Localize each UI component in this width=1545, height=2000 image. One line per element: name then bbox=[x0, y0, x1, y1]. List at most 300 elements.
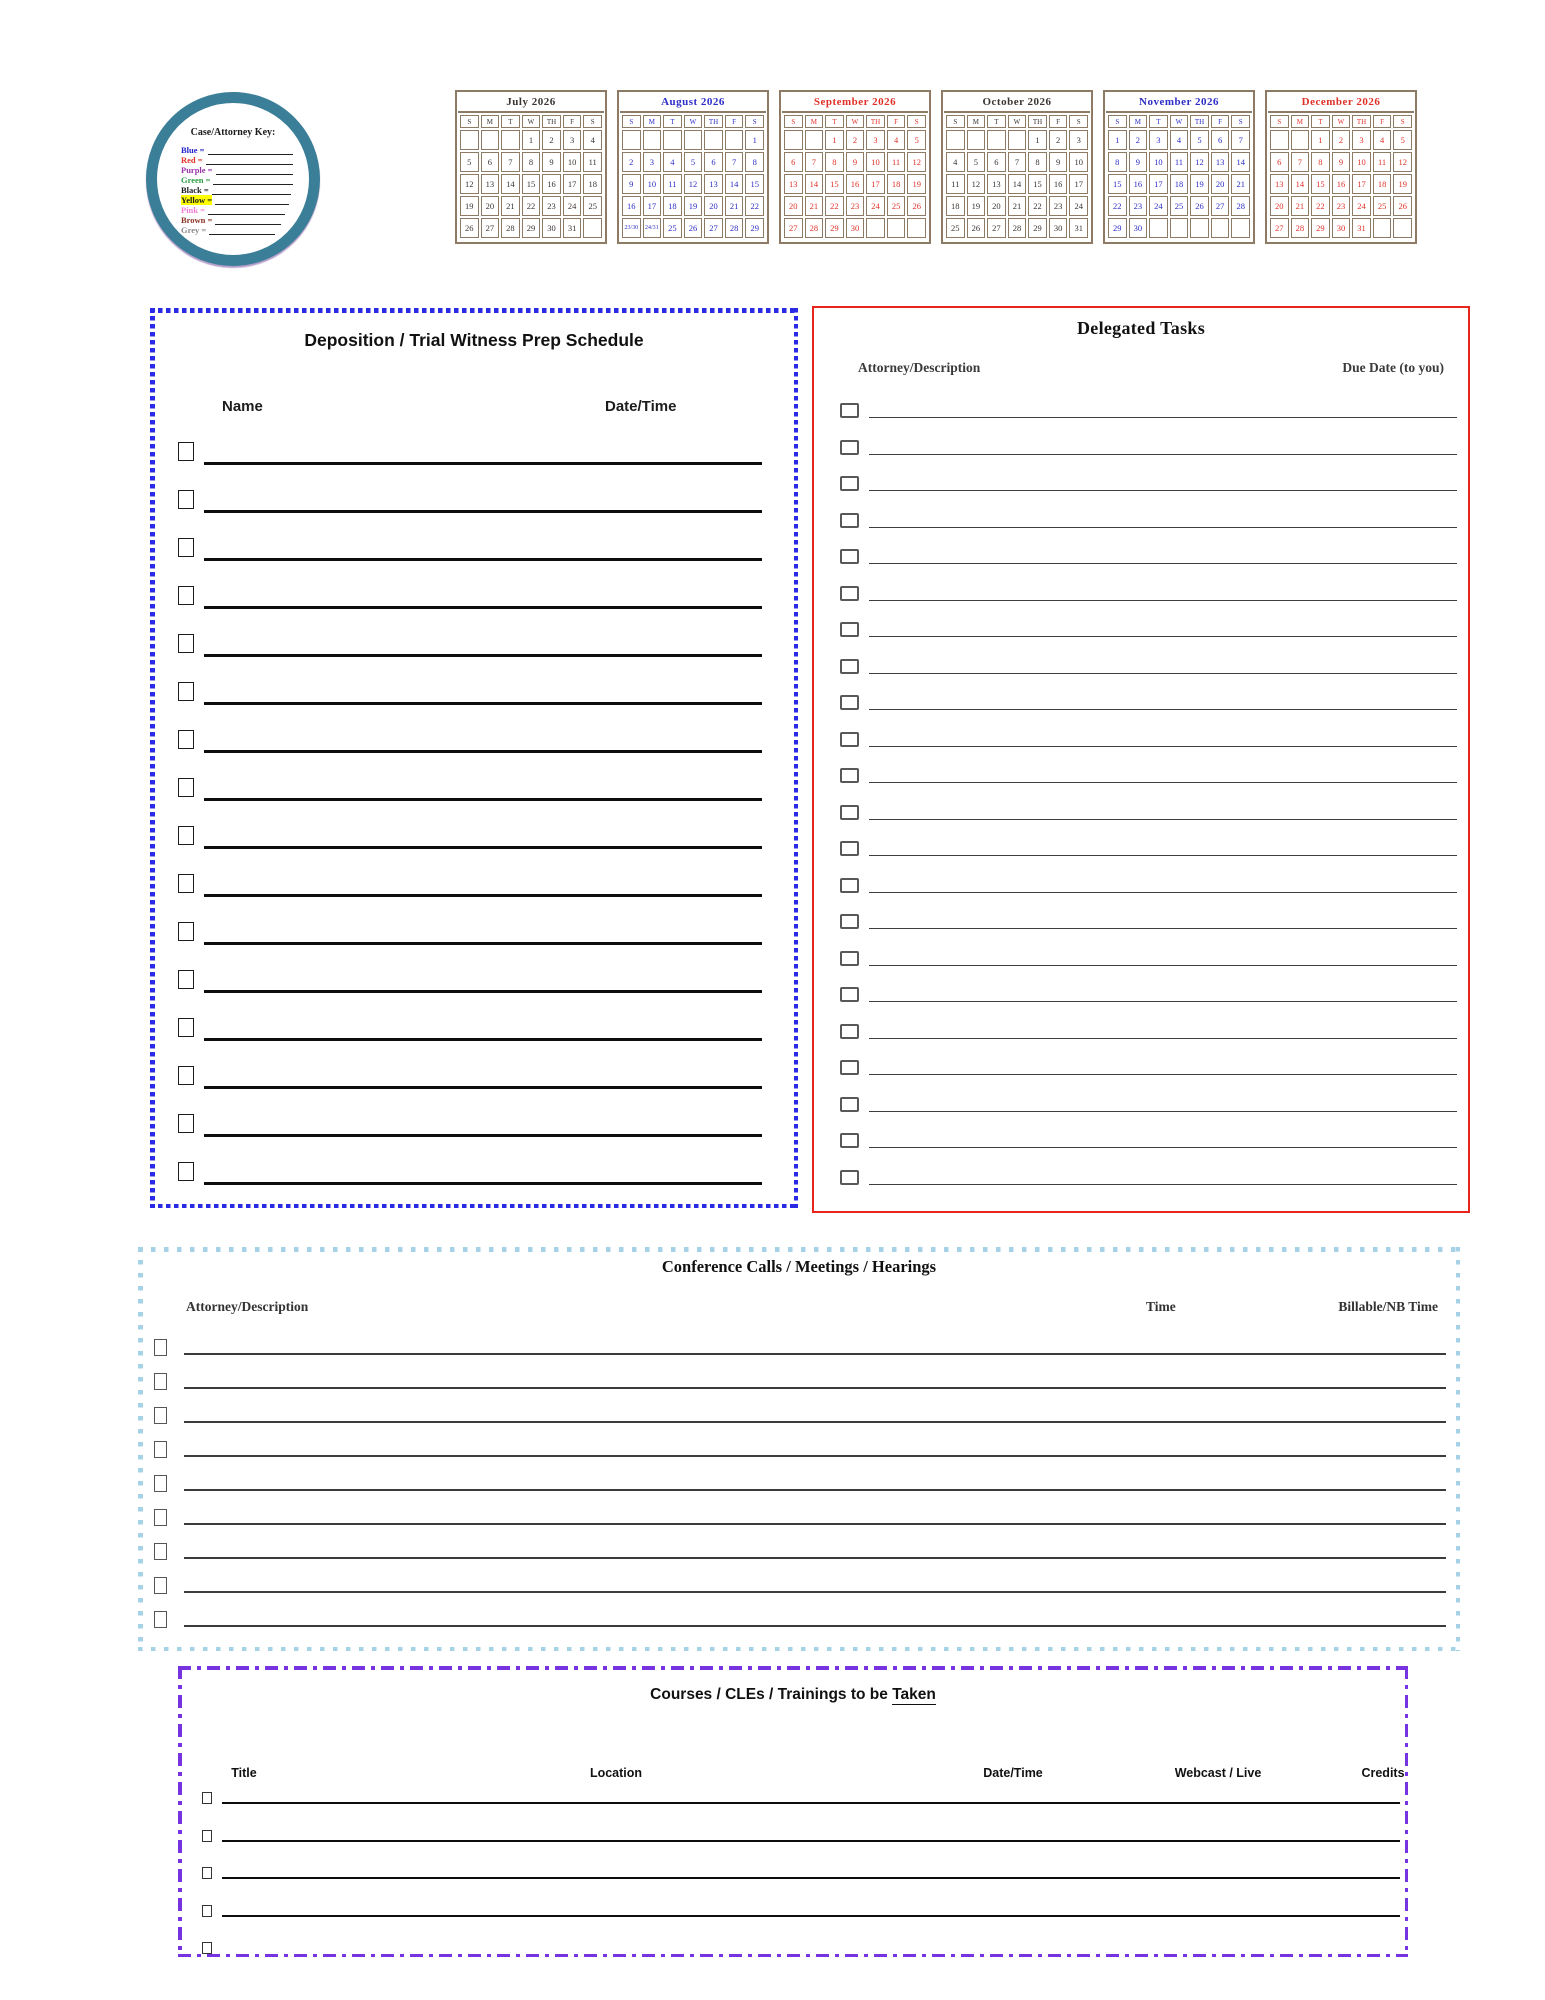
calendar-day-cell: 9 bbox=[846, 152, 865, 172]
course-row-list bbox=[178, 1792, 1408, 1980]
calendar-day-cell: 29 bbox=[1108, 218, 1127, 238]
calendar-day-cell: 6 bbox=[481, 152, 500, 172]
checkbox[interactable] bbox=[840, 659, 859, 674]
calendar-day-header-cell: S bbox=[1108, 115, 1127, 128]
calendar-day-header-cell: TH bbox=[1028, 115, 1047, 128]
key-write-line bbox=[206, 157, 293, 165]
calendar-day-header-row bbox=[784, 115, 926, 128]
calendar-day-cell: 19 bbox=[460, 196, 479, 216]
calendar-day-cell: 12 bbox=[684, 174, 703, 194]
calendar-day-cell: 20 bbox=[1211, 174, 1230, 194]
key-color-label: Brown = bbox=[181, 215, 213, 225]
checkbox[interactable] bbox=[840, 513, 859, 528]
calendar-week-row bbox=[622, 152, 764, 172]
calendar-day-cell: 3 bbox=[1352, 130, 1371, 150]
calendar-day-cell: 18 bbox=[663, 196, 682, 216]
write-in-line bbox=[184, 1455, 1446, 1457]
calendar-day-cell: 5 bbox=[684, 152, 703, 172]
meeting-row bbox=[138, 1407, 1460, 1441]
key-write-line bbox=[216, 167, 293, 175]
checkbox[interactable] bbox=[840, 1097, 859, 1112]
write-in-line bbox=[204, 462, 762, 465]
calendar-day-cell: 21 bbox=[501, 196, 520, 216]
calendar-day-header-cell: M bbox=[1291, 115, 1310, 128]
calendar-day-cell: 22 bbox=[1311, 196, 1330, 216]
calendar-day-cell: 2 bbox=[1129, 130, 1148, 150]
meeting-row bbox=[138, 1509, 1460, 1543]
task-row bbox=[814, 549, 1468, 586]
calendar-grid bbox=[782, 113, 928, 240]
calendar-day-cell: 26 bbox=[460, 218, 479, 238]
calendar-day-cell bbox=[725, 130, 744, 150]
checkbox[interactable] bbox=[840, 732, 859, 747]
calendar-day-cell: 1 bbox=[745, 130, 764, 150]
course-column-header: Date/Time bbox=[983, 1766, 1043, 1780]
checkbox[interactable] bbox=[202, 1942, 212, 1954]
calendar-day-cell: 30 bbox=[542, 218, 561, 238]
write-in-line bbox=[184, 1489, 1446, 1491]
calendar-month-title: December 2026 bbox=[1268, 92, 1414, 113]
checkbox[interactable] bbox=[154, 1509, 167, 1526]
key-write-line bbox=[215, 217, 281, 225]
border-top bbox=[178, 1666, 1408, 1670]
checkbox[interactable] bbox=[178, 538, 194, 557]
mini-calendar bbox=[1103, 90, 1255, 244]
calendar-day-cell: 10 bbox=[1069, 152, 1088, 172]
calendar-day-cell: 16 bbox=[1129, 174, 1148, 194]
checkbox[interactable] bbox=[154, 1407, 167, 1424]
calendar-day-cell bbox=[1270, 130, 1289, 150]
calendar-day-cell: 24/31 bbox=[643, 218, 662, 238]
checkbox[interactable] bbox=[202, 1905, 212, 1917]
write-in-line bbox=[222, 1877, 1400, 1879]
calendar-day-cell: 24 bbox=[866, 196, 885, 216]
calendar-day-cell: 7 bbox=[1008, 152, 1027, 172]
write-in-line bbox=[204, 510, 762, 513]
mini-calendar bbox=[779, 90, 931, 244]
checkbox[interactable] bbox=[840, 476, 859, 491]
checkbox[interactable] bbox=[178, 778, 194, 797]
key-color-label: Yellow = bbox=[181, 195, 213, 205]
calendar-day-cell: 15 bbox=[1028, 174, 1047, 194]
calendar-day-cell: 29 bbox=[522, 218, 541, 238]
calendar-day-cell: 2 bbox=[1332, 130, 1351, 150]
checkbox[interactable] bbox=[840, 1133, 859, 1148]
calendar-day-cell: 23 bbox=[1049, 196, 1068, 216]
calendar-week-row bbox=[460, 196, 602, 216]
witness-row bbox=[150, 490, 798, 538]
write-in-line bbox=[204, 654, 762, 657]
calendar-week-row bbox=[946, 174, 1088, 194]
write-in-line bbox=[204, 1086, 762, 1089]
key-write-line bbox=[208, 147, 294, 155]
calendar-day-cell: 30 bbox=[846, 218, 865, 238]
key-write-line bbox=[209, 227, 275, 235]
checkbox[interactable] bbox=[840, 549, 859, 564]
calendar-day-header-cell: T bbox=[663, 115, 682, 128]
calendar-day-cell: 6 bbox=[704, 152, 723, 172]
checkbox[interactable] bbox=[840, 951, 859, 966]
write-in-line bbox=[869, 527, 1457, 528]
key-item bbox=[181, 205, 285, 215]
calendar-week-row bbox=[946, 130, 1088, 150]
checkbox[interactable] bbox=[840, 586, 859, 601]
meeting-row bbox=[138, 1475, 1460, 1509]
checkbox[interactable] bbox=[154, 1577, 167, 1594]
calendar-day-cell: 11 bbox=[663, 174, 682, 194]
calendar-day-cell: 1 bbox=[522, 130, 541, 150]
task-row bbox=[814, 476, 1468, 513]
column-header-due-date: Due Date (to you) bbox=[1342, 360, 1444, 375]
checkbox[interactable] bbox=[840, 695, 859, 710]
calendar-week-row bbox=[622, 174, 764, 194]
checkbox[interactable] bbox=[178, 826, 194, 845]
calendar-day-cell: 24 bbox=[563, 196, 582, 216]
calendar-day-cell: 5 bbox=[907, 130, 926, 150]
calendar-day-cell bbox=[1393, 218, 1412, 238]
checkbox[interactable] bbox=[154, 1543, 167, 1560]
calendar-day-cell: 30 bbox=[1129, 218, 1148, 238]
calendar-day-cell: 27 bbox=[987, 218, 1006, 238]
calendar-month-title: November 2026 bbox=[1106, 92, 1252, 113]
calendar-day-header-cell: T bbox=[1149, 115, 1168, 128]
calendar-day-cell: 3 bbox=[1149, 130, 1168, 150]
witness-row bbox=[150, 1114, 798, 1162]
underlined-word: Taken bbox=[892, 1686, 936, 1703]
checkbox[interactable] bbox=[840, 1024, 859, 1039]
calendar-day-cell: 21 bbox=[725, 196, 744, 216]
checkbox[interactable] bbox=[202, 1867, 212, 1879]
witness-row bbox=[150, 1066, 798, 1114]
checkbox[interactable] bbox=[154, 1475, 167, 1492]
course-row bbox=[178, 1905, 1408, 1943]
calendar-day-cell: 9 bbox=[1049, 152, 1068, 172]
checkbox[interactable] bbox=[840, 768, 859, 783]
write-in-line bbox=[869, 454, 1457, 455]
calendar-day-header-cell: W bbox=[684, 115, 703, 128]
task-row bbox=[814, 1060, 1468, 1097]
calendar-day-cell: 7 bbox=[805, 152, 824, 172]
task-row bbox=[814, 805, 1468, 842]
calendar-week-row bbox=[622, 218, 764, 238]
calendar-day-cell: 22 bbox=[1108, 196, 1127, 216]
calendar-day-cell: 19 bbox=[907, 174, 926, 194]
calendar-day-cell: 23/30 bbox=[622, 218, 641, 238]
witness-row bbox=[150, 826, 798, 874]
witness-row bbox=[150, 778, 798, 826]
calendar-day-cell: 11 bbox=[583, 152, 602, 172]
calendar-day-cell: 27 bbox=[1270, 218, 1289, 238]
calendar-day-cell: 16 bbox=[1049, 174, 1068, 194]
calendar-day-cell: 4 bbox=[887, 130, 906, 150]
key-item bbox=[181, 225, 275, 235]
calendar-day-header-cell: S bbox=[622, 115, 641, 128]
calendar-week-row bbox=[784, 196, 926, 216]
calendar-day-cell: 15 bbox=[745, 174, 764, 194]
checkbox[interactable] bbox=[178, 1162, 194, 1181]
calendar-day-cell: 20 bbox=[704, 196, 723, 216]
calendar-day-cell bbox=[1291, 130, 1310, 150]
write-in-line bbox=[869, 673, 1457, 674]
checkbox[interactable] bbox=[202, 1830, 212, 1842]
checkbox[interactable] bbox=[840, 1060, 859, 1075]
calendar-day-cell: 8 bbox=[825, 152, 844, 172]
task-row bbox=[814, 586, 1468, 623]
checkbox[interactable] bbox=[840, 1170, 859, 1185]
course-column-header: Location bbox=[589, 1766, 643, 1780]
witness-row bbox=[150, 634, 798, 682]
calendar-day-header-cell: T bbox=[825, 115, 844, 128]
calendar-day-cell: 7 bbox=[1231, 130, 1250, 150]
calendar-day-cell bbox=[967, 130, 986, 150]
checkbox[interactable] bbox=[178, 730, 194, 749]
calendar-day-header-cell: TH bbox=[704, 115, 723, 128]
task-row bbox=[814, 987, 1468, 1024]
calendar-day-cell: 14 bbox=[1291, 174, 1310, 194]
calendar-week-row bbox=[622, 130, 764, 150]
calendar-day-cell: 1 bbox=[1028, 130, 1047, 150]
column-header-attorney-description: Attorney/Description bbox=[858, 360, 981, 375]
checkbox[interactable] bbox=[178, 1114, 194, 1133]
calendar-day-header-cell: T bbox=[501, 115, 520, 128]
meeting-row bbox=[138, 1441, 1460, 1475]
calendar-day-header-cell: F bbox=[725, 115, 744, 128]
calendar-day-cell bbox=[481, 130, 500, 150]
checkbox[interactable] bbox=[178, 922, 194, 941]
write-in-line bbox=[204, 558, 762, 561]
calendar-day-cell: 15 bbox=[1108, 174, 1127, 194]
key-write-line bbox=[212, 187, 291, 195]
task-row bbox=[814, 732, 1468, 769]
key-write-line bbox=[213, 177, 293, 185]
calendar-day-cell: 15 bbox=[1311, 174, 1330, 194]
calendar-day-cell: 27 bbox=[1211, 196, 1230, 216]
calendar-week-row bbox=[784, 152, 926, 172]
key-color-label: Red = bbox=[181, 155, 203, 165]
checkbox[interactable] bbox=[178, 970, 194, 989]
calendar-day-cell: 22 bbox=[522, 196, 541, 216]
calendar-day-cell: 12 bbox=[1190, 152, 1209, 172]
calendar-day-cell: 12 bbox=[907, 152, 926, 172]
case-attorney-key bbox=[146, 92, 320, 266]
calendar-week-row bbox=[946, 152, 1088, 172]
task-row bbox=[814, 695, 1468, 732]
write-in-line bbox=[869, 709, 1457, 710]
calendar-day-cell: 1 bbox=[1108, 130, 1127, 150]
calendar-day-cell: 2 bbox=[622, 152, 641, 172]
calendar-day-header-cell: F bbox=[1373, 115, 1392, 128]
column-header-datetime: Date/Time bbox=[605, 398, 677, 415]
calendar-grid bbox=[458, 113, 604, 240]
course-row bbox=[178, 1942, 1408, 1980]
write-in-line bbox=[204, 798, 762, 801]
section-title: Delegated Tasks bbox=[1076, 318, 1206, 338]
mini-calendar bbox=[941, 90, 1093, 244]
calendar-day-cell: 16 bbox=[846, 174, 865, 194]
checkbox[interactable] bbox=[840, 878, 859, 893]
calendar-day-cell: 24 bbox=[1149, 196, 1168, 216]
task-row bbox=[814, 768, 1468, 805]
calendar-day-cell: 8 bbox=[1311, 152, 1330, 172]
calendar-day-cell: 27 bbox=[784, 218, 803, 238]
mini-calendar bbox=[455, 90, 607, 244]
calendar-day-cell: 3 bbox=[866, 130, 885, 150]
checkbox[interactable] bbox=[178, 1018, 194, 1037]
checkbox[interactable] bbox=[178, 634, 194, 653]
key-color-label: Black = bbox=[181, 185, 209, 195]
write-in-line bbox=[184, 1353, 1446, 1355]
checkbox[interactable] bbox=[178, 682, 194, 701]
calendar-day-cell: 14 bbox=[1231, 152, 1250, 172]
calendar-day-cell bbox=[460, 130, 479, 150]
calendar-day-cell: 10 bbox=[643, 174, 662, 194]
key-color-label: Grey = bbox=[181, 225, 207, 235]
key-item bbox=[181, 215, 281, 225]
calendar-day-cell: 19 bbox=[1393, 174, 1412, 194]
calendar-grid bbox=[1268, 113, 1414, 240]
witness-row bbox=[150, 874, 798, 922]
column-header-name: Name bbox=[222, 398, 263, 415]
calendar-day-cell bbox=[684, 130, 703, 150]
calendar-day-header-cell: W bbox=[1332, 115, 1351, 128]
calendar-day-cell: 14 bbox=[805, 174, 824, 194]
checkbox[interactable] bbox=[840, 403, 859, 418]
witness-row bbox=[150, 730, 798, 778]
calendar-week-row bbox=[1270, 218, 1412, 238]
course-column-header: Title bbox=[231, 1766, 257, 1780]
calendar-day-cell bbox=[907, 218, 926, 238]
calendar-day-cell bbox=[1373, 218, 1392, 238]
calendar-day-cell: 9 bbox=[622, 174, 641, 194]
calendar-day-header-cell: F bbox=[1211, 115, 1230, 128]
conference-calls-section bbox=[138, 1247, 1460, 1651]
calendar-day-header-cell: S bbox=[907, 115, 926, 128]
write-in-line bbox=[869, 855, 1457, 856]
calendar-day-cell: 26 bbox=[1393, 196, 1412, 216]
calendar-day-header-cell: S bbox=[1069, 115, 1088, 128]
task-row bbox=[814, 1170, 1468, 1207]
checkbox[interactable] bbox=[840, 987, 859, 1002]
witness-row-list bbox=[150, 442, 798, 1210]
calendar-day-cell: 6 bbox=[1270, 152, 1289, 172]
write-in-line bbox=[869, 417, 1457, 418]
calendar-day-cell bbox=[583, 218, 602, 238]
key-item bbox=[181, 175, 293, 185]
calendar-day-cell: 25 bbox=[887, 196, 906, 216]
calendar-day-cell: 13 bbox=[481, 174, 500, 194]
checkbox[interactable] bbox=[178, 874, 194, 893]
checkbox[interactable] bbox=[178, 1066, 194, 1085]
calendar-day-cell: 3 bbox=[1069, 130, 1088, 150]
calendar-day-cell: 10 bbox=[1352, 152, 1371, 172]
write-in-line bbox=[184, 1591, 1446, 1593]
calendar-grid bbox=[620, 113, 766, 240]
checkbox[interactable] bbox=[840, 841, 859, 856]
calendar-day-cell: 22 bbox=[1028, 196, 1047, 216]
calendar-day-cell: 5 bbox=[967, 152, 986, 172]
calendar-day-cell: 2 bbox=[542, 130, 561, 150]
checkbox[interactable] bbox=[154, 1441, 167, 1458]
write-in-line bbox=[222, 1840, 1400, 1842]
border-top bbox=[138, 1247, 1460, 1252]
key-title: Case/Attorney Key: bbox=[190, 127, 276, 138]
calendar-day-cell: 17 bbox=[1149, 174, 1168, 194]
calendar-day-header-cell: TH bbox=[1352, 115, 1371, 128]
calendar-day-cell: 11 bbox=[946, 174, 965, 194]
task-row bbox=[814, 513, 1468, 550]
calendar-day-cell: 31 bbox=[1069, 218, 1088, 238]
calendar-day-cell: 18 bbox=[946, 196, 965, 216]
calendar-day-cell: 10 bbox=[563, 152, 582, 172]
checkbox[interactable] bbox=[840, 805, 859, 820]
key-write-line bbox=[208, 207, 285, 215]
checkbox[interactable] bbox=[154, 1611, 167, 1628]
calendar-day-cell bbox=[501, 130, 520, 150]
calendar-day-cell: 25 bbox=[1373, 196, 1392, 216]
checkbox[interactable] bbox=[154, 1339, 167, 1356]
calendar-day-cell: 13 bbox=[784, 174, 803, 194]
border-top bbox=[150, 308, 798, 313]
calendar-day-cell: 4 bbox=[663, 152, 682, 172]
calendar-day-header-cell: TH bbox=[866, 115, 885, 128]
checkbox[interactable] bbox=[840, 440, 859, 455]
calendar-day-cell: 13 bbox=[1270, 174, 1289, 194]
checkbox[interactable] bbox=[178, 490, 194, 509]
key-color-label: Green = bbox=[181, 175, 211, 185]
calendar-day-header-cell: M bbox=[805, 115, 824, 128]
calendar-day-cell bbox=[622, 130, 641, 150]
witness-row bbox=[150, 1162, 798, 1210]
checkbox[interactable] bbox=[154, 1373, 167, 1390]
write-in-line bbox=[204, 606, 762, 609]
task-row bbox=[814, 659, 1468, 696]
calendar-day-cell: 31 bbox=[563, 218, 582, 238]
calendar-day-cell: 22 bbox=[825, 196, 844, 216]
calendar-day-cell: 22 bbox=[745, 196, 764, 216]
checkbox[interactable] bbox=[840, 622, 859, 637]
calendar-day-cell: 16 bbox=[542, 174, 561, 194]
calendar-day-header-cell: S bbox=[1393, 115, 1412, 128]
calendar-day-header-cell: W bbox=[846, 115, 865, 128]
calendar-day-cell: 26 bbox=[1190, 196, 1209, 216]
write-in-line bbox=[204, 702, 762, 705]
calendar-day-cell: 26 bbox=[907, 196, 926, 216]
checkbox[interactable] bbox=[840, 914, 859, 929]
calendar-day-cell: 11 bbox=[887, 152, 906, 172]
checkbox[interactable] bbox=[178, 586, 194, 605]
section-title: Courses / CLEs / Trainings to be Taken bbox=[650, 1686, 936, 1703]
calendar-day-cell: 19 bbox=[1190, 174, 1209, 194]
checkbox[interactable] bbox=[178, 442, 194, 461]
meeting-row bbox=[138, 1611, 1460, 1645]
calendar-day-cell: 19 bbox=[684, 196, 703, 216]
calendar-month-title: October 2026 bbox=[944, 92, 1090, 113]
section-title: Conference Calls / Meetings / Hearings bbox=[661, 1257, 937, 1276]
checkbox[interactable] bbox=[202, 1792, 212, 1804]
task-row bbox=[814, 622, 1468, 659]
calendar-day-cell: 31 bbox=[1352, 218, 1371, 238]
column-header-attorney-description: Attorney/Description bbox=[186, 1299, 309, 1314]
calendar-day-cell: 25 bbox=[1170, 196, 1189, 216]
calendar-day-cell: 8 bbox=[1108, 152, 1127, 172]
calendar-month-title: September 2026 bbox=[782, 92, 928, 113]
calendar-day-cell bbox=[805, 130, 824, 150]
task-row bbox=[814, 403, 1468, 440]
write-in-line bbox=[869, 636, 1457, 637]
calendar-day-cell bbox=[643, 130, 662, 150]
calendar-day-cell: 25 bbox=[946, 218, 965, 238]
write-in-line bbox=[869, 928, 1457, 929]
